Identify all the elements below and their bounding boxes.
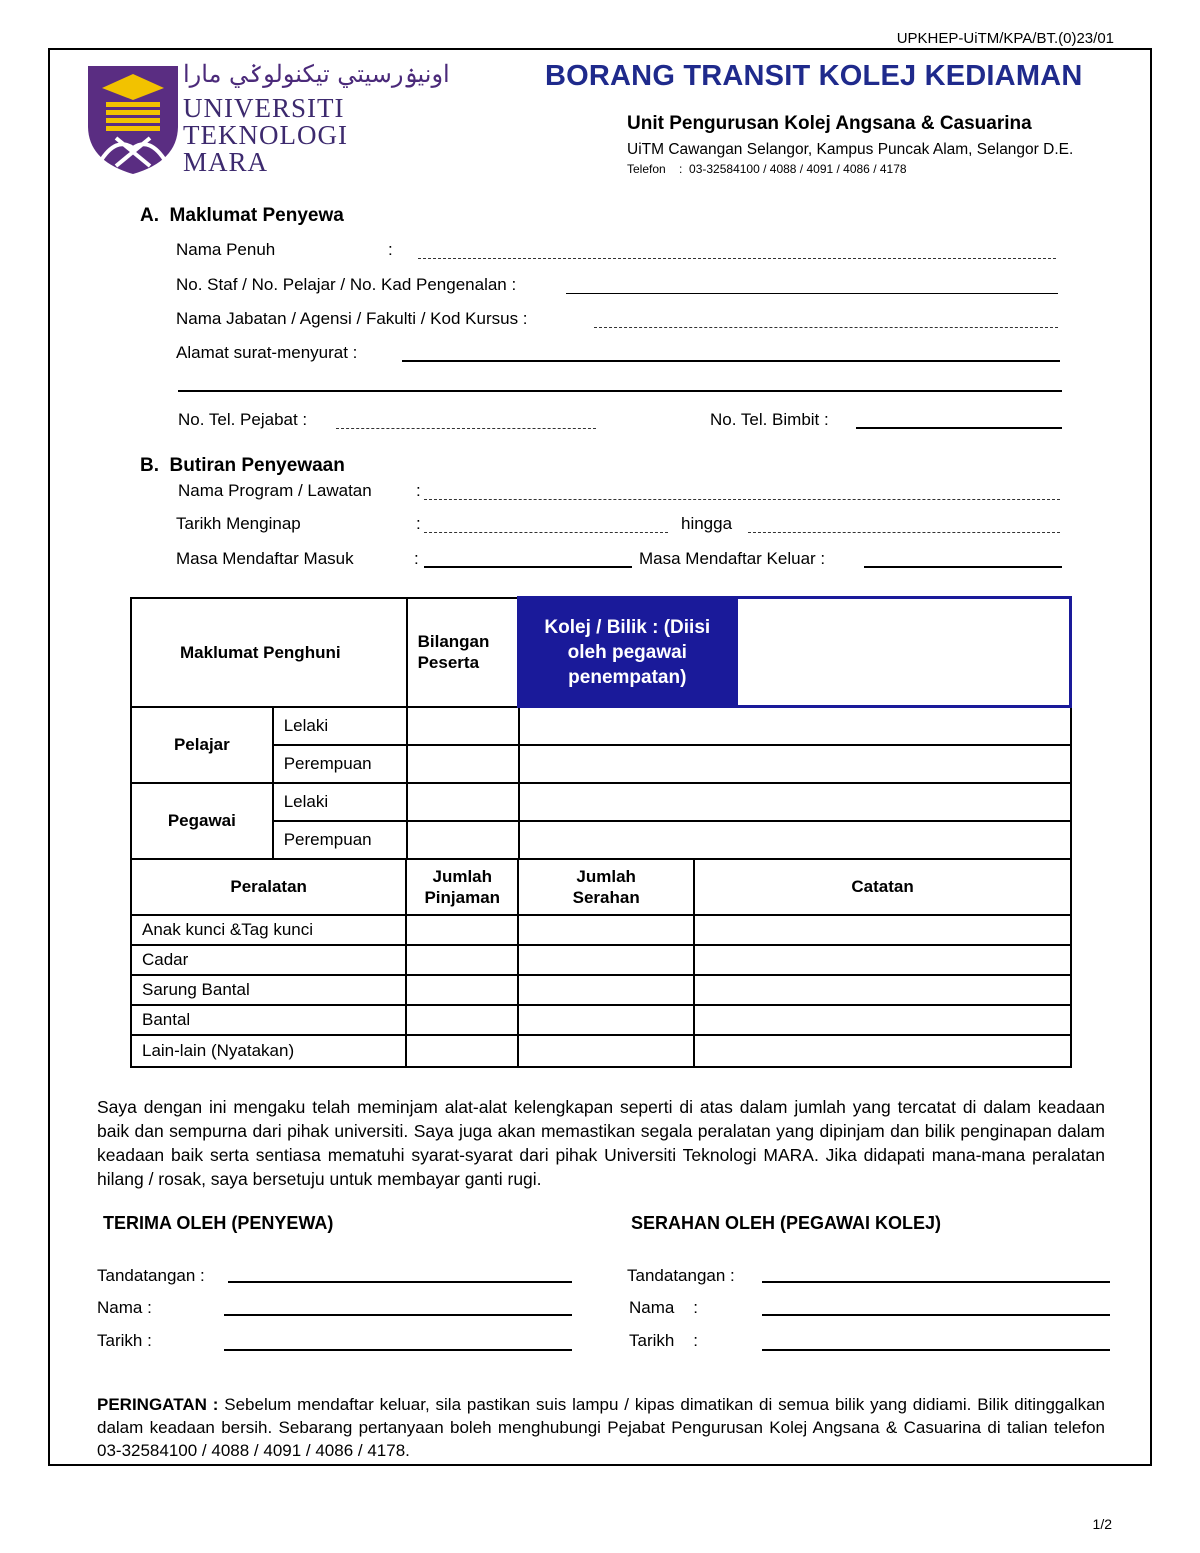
uitm-logo-emblem	[86, 66, 180, 176]
logo-jawi-text: اونيۏرسيتي تيكنولوݢي مارا	[183, 60, 450, 88]
form-title: BORANG TRANSIT KOLEJ KEDIAMAN	[545, 60, 1083, 92]
pelajar-lelaki-count[interactable]	[407, 707, 519, 745]
pegawai-label: Pegawai	[131, 783, 273, 859]
tarikh-label: Tarikh Menginap	[176, 514, 301, 533]
pinjaman-cell[interactable]	[406, 975, 518, 1005]
pegawai-lelaki-kolej[interactable]	[519, 783, 1071, 821]
occupant-table	[130, 596, 1072, 860]
catatan-cell[interactable]	[694, 945, 1071, 975]
pelajar-perempuan-kolej[interactable]	[519, 745, 1071, 783]
pinjaman-cell[interactable]	[406, 945, 518, 975]
pelajar-perempuan-count[interactable]	[407, 745, 519, 783]
logo-wordmark	[183, 95, 348, 176]
alamat-field-line2[interactable]	[178, 390, 1062, 392]
pegawai-perempuan-kolej[interactable]	[519, 821, 1071, 859]
equipment-item: Anak kunci &Tag kunci	[131, 915, 406, 945]
right-nama-label: Nama :	[629, 1298, 698, 1317]
no-staf-field[interactable]	[566, 293, 1058, 294]
table-row	[131, 1035, 1071, 1067]
logo-line-universiti: UNIVERSITI	[183, 93, 345, 123]
jabatan-field[interactable]	[594, 327, 1058, 328]
no-staf-label: No. Staf / No. Pelajar / No. Kad Pengenalan :	[176, 275, 517, 294]
tel-bimbit-label: No. Tel. Bimbit :	[710, 410, 829, 429]
pelajar-perempuan-label: Perempuan	[273, 745, 407, 783]
jabatan-label: Nama Jabatan / Agensi / Fakulti / Kod Kursus :	[176, 309, 528, 328]
section-a-title: A. Maklumat Penyewa	[140, 205, 344, 226]
serahan-oleh-title: SERAHAN OLEH (PEGAWAI KOLEJ)	[631, 1213, 942, 1233]
tel-bimbit-field[interactable]	[856, 427, 1062, 429]
catatan-cell[interactable]	[694, 1005, 1071, 1035]
left-nama-label: Nama :	[97, 1298, 152, 1317]
masa-keluar-label: Masa Mendaftar Keluar :	[639, 549, 826, 568]
warning-text: Sebelum mendaftar keluar, sila pastikan suis lampu / kipas dimatikan di semua bilik yang didiami. Bilik ditinggalkan dalam keadaan bersih. Sebarang pertanyaan boleh menghubungi Pejabat Pengurusan Kolej Angsana & Casuarina di talian telefon 03-32584100 / 4088 / 4091 / 4086 / 4178.	[97, 1395, 1105, 1460]
equipment-item: Lain-lain (Nyatakan)	[131, 1035, 406, 1067]
tel-pejabat-field[interactable]	[336, 428, 596, 429]
pinjaman-cell[interactable]	[406, 1005, 518, 1035]
program-field[interactable]	[424, 499, 1060, 500]
maklumat-penghuni-header: Maklumat Penghuni	[131, 598, 407, 707]
alamat-label: Alamat surat-menyurat :	[176, 343, 358, 362]
unit-name: Unit Pengurusan Kolej Angsana & Casuarina	[627, 113, 1032, 134]
logo-line-mara: MARA	[183, 147, 269, 177]
equipment-item: Cadar	[131, 945, 406, 975]
right-tarikh-label: Tarikh :	[629, 1331, 698, 1350]
table-row	[131, 975, 1071, 1005]
hingga-label: hingga	[681, 514, 733, 533]
pelajar-lelaki-label: Lelaki	[273, 707, 407, 745]
nama-penuh-field[interactable]	[418, 258, 1056, 259]
kolej-bilik-input[interactable]	[736, 598, 1070, 707]
program-label: Nama Program / Lawatan	[178, 481, 372, 500]
warning-paragraph	[97, 1393, 1105, 1462]
pinjaman-cell[interactable]	[406, 915, 518, 945]
right-tarikh-field[interactable]	[762, 1349, 1110, 1351]
serahan-cell[interactable]	[518, 975, 694, 1005]
page-number: 1/2	[1092, 1516, 1112, 1532]
equipment-item: Bantal	[131, 1005, 406, 1035]
equipment-table	[130, 858, 1072, 1068]
left-tandatangan-field[interactable]	[228, 1281, 572, 1283]
pelajar-lelaki-kolej[interactable]	[519, 707, 1071, 745]
catatan-cell[interactable]	[694, 975, 1071, 1005]
serahan-cell[interactable]	[518, 1005, 694, 1035]
table-row	[131, 1005, 1071, 1035]
bilangan-peserta-header: Bilangan Peserta	[407, 598, 519, 707]
tarikh-akhir-field[interactable]	[748, 532, 1060, 533]
jumlah-pinjaman-header: Jumlah Pinjaman	[406, 859, 518, 915]
peralatan-header: Peralatan	[131, 859, 406, 915]
logo-line-teknologi: TEKNOLOGI	[183, 120, 348, 150]
serahan-cell[interactable]	[518, 945, 694, 975]
table-row	[131, 945, 1071, 975]
pegawai-lelaki-count[interactable]	[407, 783, 519, 821]
tarikh-colon: :	[416, 514, 421, 533]
masa-masuk-label: Masa Mendaftar Masuk	[176, 549, 354, 568]
left-tarikh-label: Tarikh :	[97, 1331, 152, 1350]
document-code: UPKHEP-UiTM/KPA/BT.(0)23/01	[896, 30, 1114, 47]
pinjaman-cell[interactable]	[406, 1035, 518, 1067]
right-tandatangan-label: Tandatangan :	[627, 1266, 735, 1285]
serahan-cell[interactable]	[518, 1035, 694, 1067]
pelajar-label: Pelajar	[131, 707, 273, 783]
catatan-cell[interactable]	[694, 915, 1071, 945]
tel-pejabat-label: No. Tel. Pejabat :	[178, 410, 308, 429]
right-nama-field[interactable]	[762, 1314, 1110, 1316]
left-tarikh-field[interactable]	[224, 1349, 572, 1351]
pegawai-lelaki-label: Lelaki	[273, 783, 407, 821]
masa-masuk-field[interactable]	[424, 566, 632, 568]
program-colon: :	[416, 481, 421, 500]
left-tandatangan-label: Tandatangan :	[97, 1266, 205, 1285]
unit-address: UiTM Cawangan Selangor, Kampus Puncak Alam, Selangor D.E.	[627, 141, 1074, 158]
right-tandatangan-field[interactable]	[762, 1281, 1110, 1283]
alamat-field-line1[interactable]	[402, 360, 1060, 362]
left-nama-field[interactable]	[224, 1314, 572, 1316]
table-row	[131, 915, 1071, 945]
catatan-header: Catatan	[694, 859, 1071, 915]
warning-label: PERINGATAN :	[97, 1395, 219, 1414]
tarikh-mula-field[interactable]	[424, 532, 668, 533]
pegawai-perempuan-label: Perempuan	[273, 821, 407, 859]
catatan-cell[interactable]	[694, 1035, 1071, 1067]
masa-keluar-field[interactable]	[864, 566, 1062, 568]
masa-masuk-colon: :	[414, 549, 419, 568]
terima-oleh-title: TERIMA OLEH (PENYEWA)	[103, 1213, 334, 1233]
equipment-item: Sarung Bantal	[131, 975, 406, 1005]
kolej-bilik-header: Kolej / Bilik : (Diisi oleh pegawai penempatan)	[519, 598, 737, 707]
nama-penuh-colon: :	[388, 240, 393, 259]
pegawai-perempuan-count[interactable]	[407, 821, 519, 859]
unit-telephone: Telefon : 03-32584100 / 4088 / 4091 / 4086 / 4178	[627, 162, 907, 176]
declaration-paragraph: Saya dengan ini mengaku telah meminjam alat-alat kelengkapan seperti di atas dalam jumlah yang tercatat di dalam keadaan baik dan sempurna dari pihak universiti. Saya juga akan memastikan segala peralatan yang dipinjam dan bilik penginapan dalam keadaan baik serta sentiasa mematuhi syarat-syarat dari pihak Universiti Teknologi MARA. Jika didapati mana-mana peralatan hilang / rosak, saya bersetuju untuk membayar ganti rugi.	[97, 1097, 1105, 1189]
serahan-cell[interactable]	[518, 915, 694, 945]
section-b-title: B. Butiran Penyewaan	[140, 455, 345, 476]
jumlah-serahan-header: Jumlah Serahan	[518, 859, 694, 915]
nama-penuh-label: Nama Penuh	[176, 240, 276, 259]
